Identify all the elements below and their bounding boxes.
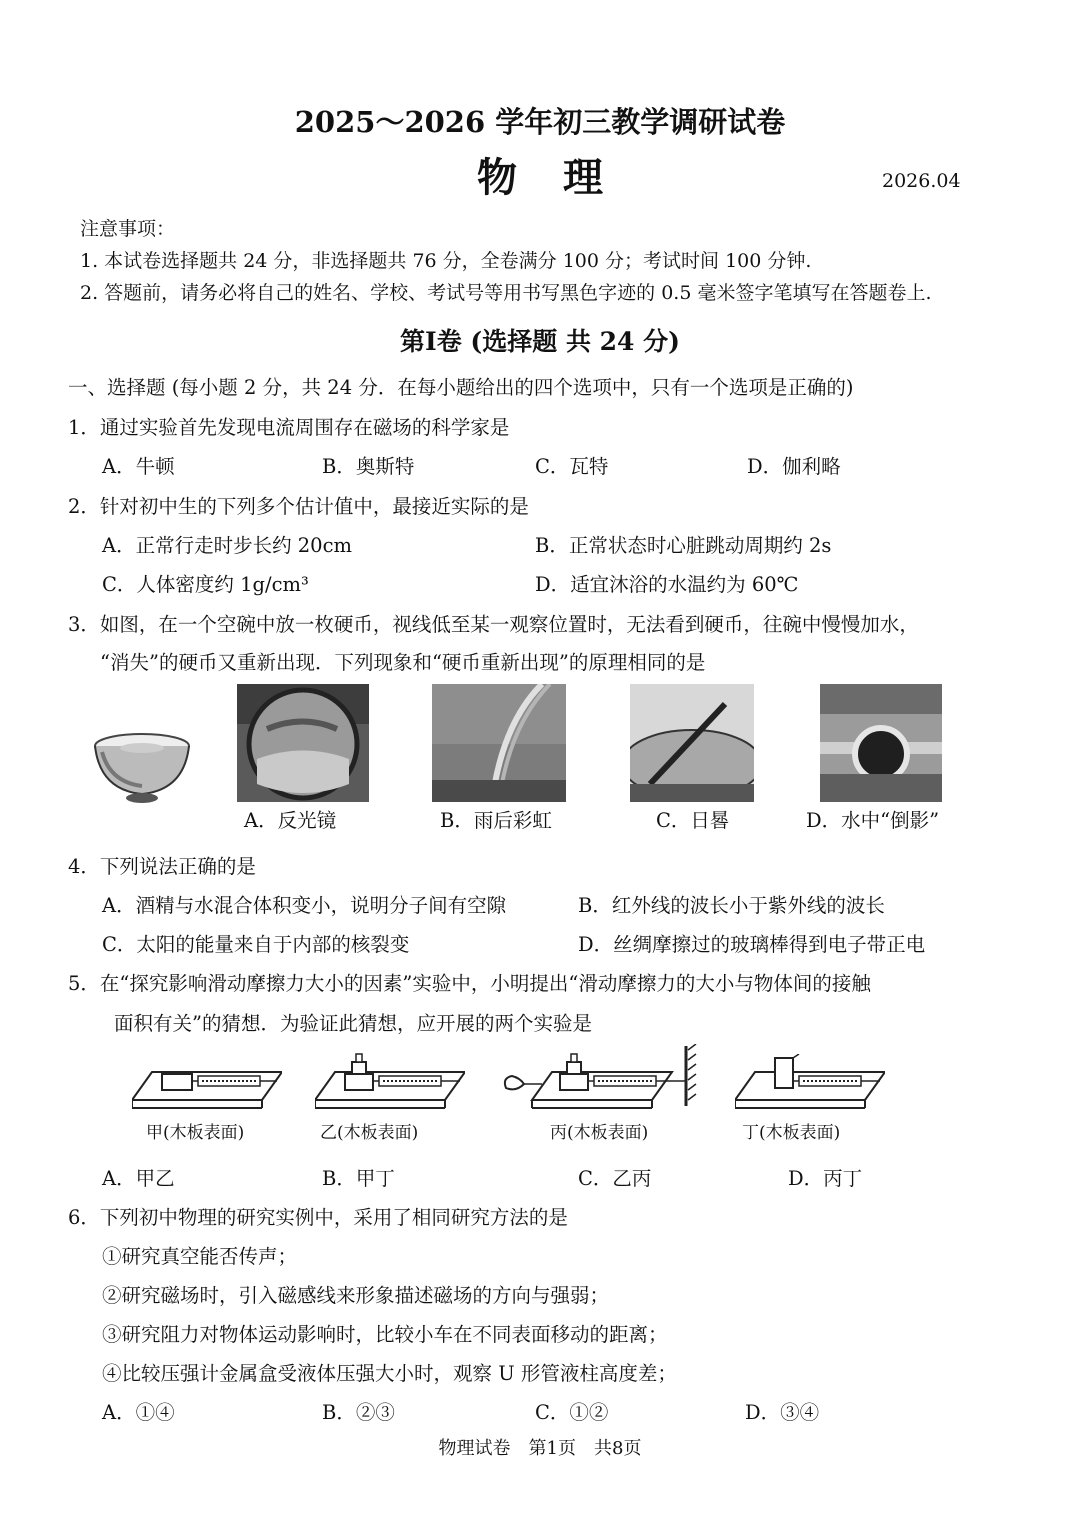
question-5-stem: 5．在“探究影响滑动摩擦力大小的因素”实验中，小明提出“滑动摩擦力的大小与物体间的接触 [68, 972, 871, 995]
q1-option-c: C．瓦特 [535, 455, 609, 478]
exam-date: 2026.04 [882, 170, 961, 192]
q6-option-c: C．①② [535, 1401, 609, 1424]
question-1-stem: 1．通过实验首先发现电流周围存在磁场的科学家是 [68, 416, 510, 439]
q2-option-a: A．正常行走时步长约 20cm [102, 534, 353, 557]
q2-option-b: B．正常状态时心脏跳动周期约 2s [535, 534, 832, 557]
friction-setup-jia [132, 1060, 282, 1116]
notice-item: 2. 答题前，请务必将自己的姓名、学校、考试号等用书写黑色字迹的 0.5 毫米签字笔填写在答题卷上. [80, 282, 932, 304]
notice-item: 1. 本试卷选择题共 24 分，非选择题共 76 分，全卷满分 100 分；考试时间 100 分钟. [80, 250, 812, 272]
friction-setup-ding [735, 1054, 885, 1116]
reflection-bridge-image [820, 684, 942, 802]
q5-option-d: D．丙丁 [788, 1167, 863, 1190]
figure-label-bing: 丙(木板表面) [550, 1123, 649, 1143]
q6-option-d: D．③④ [745, 1401, 820, 1424]
question-6-item-2: ②研究磁场时，引入磁感线来形象描述磁场的方向与强弱； [102, 1284, 610, 1307]
question-3-stem-cont: “消失”的硬币又重新出现．下列现象和“硬币重新出现”的原理相同的是 [100, 651, 706, 674]
q4-option-d: D．丝绸摩擦过的玻璃棒得到电子带正电 [578, 933, 926, 956]
q4-option-a: A．酒精与水混合体积变小，说明分子间有空隙 [102, 894, 507, 917]
question-6-item-3: ③研究阻力对物体运动影响时，比较小车在不同表面移动的距离； [102, 1323, 668, 1346]
q5-option-b: B．甲丁 [322, 1167, 395, 1190]
q3-option-b: B．雨后彩虹 [440, 809, 552, 832]
bowl-image [92, 728, 192, 808]
q3-option-a: A．反光镜 [244, 809, 337, 832]
question-6-item-1: ①研究真空能否传声； [102, 1245, 298, 1268]
figure-label-yi: 乙(木板表面) [320, 1123, 419, 1143]
page-footer: 物理试卷 第1页 共8页 [438, 1438, 642, 1459]
q5-option-c: C．乙丙 [578, 1167, 652, 1190]
sundial-image [630, 684, 754, 802]
question-2-stem: 2．针对初中生的下列多个估计值中，最接近实际的是 [68, 495, 529, 518]
q6-option-b: B．②③ [322, 1401, 395, 1424]
figure-label-ding: 丁(木板表面) [742, 1123, 841, 1143]
q4-option-b: B．红外线的波长小于紫外线的波长 [578, 894, 885, 917]
q2-option-d: D．适宜沐浴的水温约为 60℃ [535, 573, 799, 596]
q2-option-c: C．人体密度约 1g/cm³ [102, 573, 309, 596]
q6-option-a: A．①④ [102, 1401, 175, 1424]
q5-option-a: A．甲乙 [102, 1167, 175, 1190]
friction-setup-yi [315, 1046, 465, 1116]
q3-option-d: D．水中“倒影” [806, 809, 940, 832]
question-4-stem: 4．下列说法正确的是 [68, 855, 256, 878]
question-5-stem-cont: 面积有关”的猜想．为验证此猜想，应开展的两个实验是 [114, 1012, 592, 1035]
convex-mirror-image [237, 684, 369, 802]
subject-title: 物理 [477, 154, 649, 201]
q1-option-d: D．伽利略 [747, 455, 841, 478]
rainbow-image [432, 684, 566, 802]
section-title: 第Ⅰ卷 (选择题 共 24 分) [400, 327, 680, 356]
q3-option-c: C．日晷 [656, 809, 730, 832]
figure-label-jia: 甲(木板表面) [146, 1123, 245, 1143]
question-6-stem: 6．下列初中物理的研究实例中，采用了相同研究方法的是 [68, 1206, 568, 1229]
q1-option-b: B．奥斯特 [322, 455, 415, 478]
question-3-stem: 3．如图，在一个空碗中放一枚硬币，视线低至某一观察位置时，无法看到硬币，往碗中慢慢加水， [68, 613, 919, 636]
exam-title: 2025～2026 学年初三教学调研试卷 [294, 105, 786, 139]
notice-heading: 注意事项： [80, 218, 176, 240]
question-6-item-4: ④比较压强计金属盒受液体压强大小时，观察 U 形管液柱高度差； [102, 1362, 677, 1385]
friction-setup-bing [502, 1044, 698, 1116]
part-heading: 一、选择题 (每小题 2 分，共 24 分．在每小题给出的四个选项中，只有一个选项是正确的) [68, 376, 854, 399]
q1-option-a: A．牛顿 [102, 455, 175, 478]
q4-option-c: C．太阳的能量来自于内部的核裂变 [102, 933, 410, 956]
